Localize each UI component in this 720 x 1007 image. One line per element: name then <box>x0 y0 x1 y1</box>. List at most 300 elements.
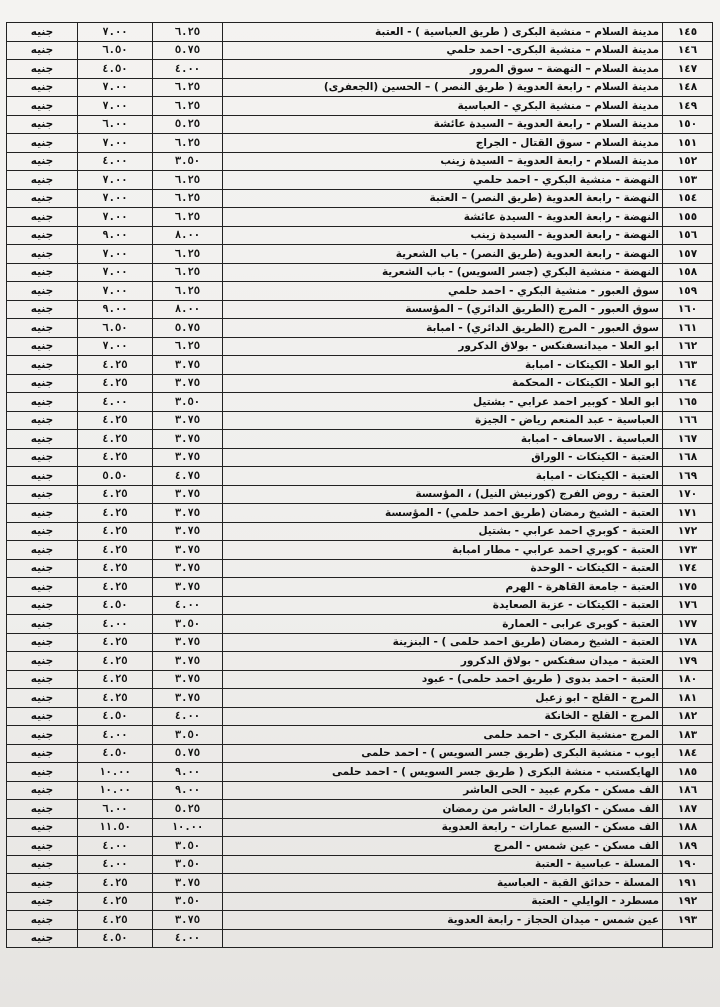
table-row <box>7 781 713 800</box>
fare-cell-2: ٤.٥٠ <box>78 60 153 79</box>
table-row <box>7 245 713 264</box>
fare-cell-1: ٣.٧٥ <box>153 541 223 560</box>
fare-cell-1: ٣.٧٥ <box>153 559 223 578</box>
route-number-cell: ١٧٥ <box>663 578 713 597</box>
currency-cell: جنيه <box>7 171 78 190</box>
fare-cell-1: ٦.٢٥ <box>153 189 223 208</box>
currency-cell: جنيه <box>7 226 78 245</box>
currency-cell: جنيه <box>7 541 78 560</box>
route-name-cell: النهضة - رابعة العدوية - السيدة زينب <box>223 226 663 245</box>
route-name-cell: العتبة - الكيتكات - عزبة الصعايدة <box>223 596 663 615</box>
fare-cell-1: ١٠.٠٠ <box>153 818 223 837</box>
table-row <box>7 615 713 634</box>
currency-cell: جنيه <box>7 689 78 708</box>
table-row <box>7 578 713 597</box>
route-number-cell: ١٦٠ <box>663 300 713 319</box>
currency-cell: جنيه <box>7 559 78 578</box>
fare-cell-1: ٦.٢٥ <box>153 263 223 282</box>
fare-cell-2: ٤.٢٥ <box>78 411 153 430</box>
fare-cell-1: ٨.٠٠ <box>153 300 223 319</box>
fare-cell-2: ٤.٠٠ <box>78 726 153 745</box>
table-row <box>7 430 713 449</box>
route-number-cell: ١٧٧ <box>663 615 713 634</box>
currency-cell: جنيه <box>7 707 78 726</box>
fare-cell-2: ٤.٢٥ <box>78 374 153 393</box>
fare-cell-2: ١٠.٠٠ <box>78 781 153 800</box>
currency-cell: جنيه <box>7 615 78 634</box>
currency-cell: جنيه <box>7 319 78 338</box>
table-row <box>7 115 713 134</box>
route-name-cell: العتبة - كوبرى عرابى - العمارة <box>223 615 663 634</box>
fare-cell-1: ٤.٧٥ <box>153 467 223 486</box>
fare-cell-1: ٩.٠٠ <box>153 781 223 800</box>
currency-cell: جنيه <box>7 763 78 782</box>
currency-cell: جنيه <box>7 337 78 356</box>
fare-cell-2: ٧.٠٠ <box>78 189 153 208</box>
fare-cell-1: ٤.٠٠ <box>153 596 223 615</box>
currency-cell: جنيه <box>7 800 78 819</box>
route-name-cell: ابو العلا - ميدانسفنكس - بولاق الدكرور <box>223 337 663 356</box>
table-row <box>7 356 713 375</box>
table-row <box>7 467 713 486</box>
route-name-cell: العتبة - احمد بدوى ( طريق احمد حلمى) - عبود <box>223 670 663 689</box>
currency-cell: جنيه <box>7 818 78 837</box>
currency-cell: جنيه <box>7 41 78 60</box>
table-row <box>7 319 713 338</box>
route-name-cell: العتبة - الشيخ رمضان (طريق احمد حلمى ) - البنزينة <box>223 633 663 652</box>
fare-cell-2: ٧.٠٠ <box>78 263 153 282</box>
table-row <box>7 60 713 79</box>
route-name-cell: الف مسكن - مكرم عبيد - الحى العاشر <box>223 781 663 800</box>
fare-cell-2: ٤.٠٠ <box>78 855 153 874</box>
fare-cell-1: ٣.٥٠ <box>153 892 223 911</box>
currency-cell: جنيه <box>7 522 78 541</box>
route-number-cell: ١٧٢ <box>663 522 713 541</box>
route-name-cell: مدينة السلام – منشية البكري - العباسية <box>223 97 663 116</box>
route-name-cell: مسطرد - الوايلي - العتبة <box>223 892 663 911</box>
fare-cell-2: ٧.٠٠ <box>78 245 153 264</box>
table-row <box>7 208 713 227</box>
currency-cell: جنيه <box>7 652 78 671</box>
fare-cell-1: ٦.٢٥ <box>153 245 223 264</box>
fare-cell-1: ٣.٥٠ <box>153 837 223 856</box>
fare-cell-1: ٣.٥٠ <box>153 393 223 412</box>
table-row <box>7 559 713 578</box>
route-name-cell: النهضة - رابعة العدوية (طريق النصر) - باب الشعرية <box>223 245 663 264</box>
currency-cell: جنيه <box>7 911 78 930</box>
fare-cell-2: ٤.٢٥ <box>78 670 153 689</box>
currency-cell: جنيه <box>7 263 78 282</box>
route-name-cell: النهضة - رابعة العدوية (طريق النصر) – العتبة <box>223 189 663 208</box>
route-name-cell: المرج -منشية البكرى - احمد حلمى <box>223 726 663 745</box>
fare-cell-2: ٦.٠٠ <box>78 115 153 134</box>
route-name-cell: ابو العلا - الكيتكات - امبابة <box>223 356 663 375</box>
table-row <box>7 929 713 948</box>
fare-cell-1: ٣.٧٥ <box>153 578 223 597</box>
fare-cell-2: ٤.٢٥ <box>78 522 153 541</box>
currency-cell: جنيه <box>7 744 78 763</box>
route-name-cell: مدينة السلام - رابعة العدوية ( طريق النصر ) – الحسين (الجعفرى) <box>223 78 663 97</box>
table-row <box>7 485 713 504</box>
fare-cell-1: ٣.٧٥ <box>153 689 223 708</box>
table-row <box>7 393 713 412</box>
fare-cell-1: ٣.٧٥ <box>153 633 223 652</box>
table-row <box>7 763 713 782</box>
route-name-cell: مدينة السلام - سوق القتال - الجراج <box>223 134 663 153</box>
route-number-cell: ١٦٣ <box>663 356 713 375</box>
table-row <box>7 411 713 430</box>
route-name-cell: العتبة - الشيخ رمضان (طريق احمد حلمي) - المؤسسة <box>223 504 663 523</box>
route-number-cell: ١٨٧ <box>663 800 713 819</box>
route-number-cell: ١٦٢ <box>663 337 713 356</box>
currency-cell: جنيه <box>7 448 78 467</box>
route-name-cell: المرج - القلج - ابو زعبل <box>223 689 663 708</box>
route-number-cell: ١٦٤ <box>663 374 713 393</box>
route-number-cell: ١٧٠ <box>663 485 713 504</box>
fare-cell-1: ٣.٧٥ <box>153 670 223 689</box>
table-row <box>7 911 713 930</box>
fare-cell-1: ٨.٠٠ <box>153 226 223 245</box>
table-row <box>7 41 713 60</box>
currency-cell: جنيه <box>7 596 78 615</box>
currency-cell: جنيه <box>7 374 78 393</box>
table-row <box>7 689 713 708</box>
currency-cell: جنيه <box>7 578 78 597</box>
fare-cell-2: ٤.٠٠ <box>78 393 153 412</box>
fare-cell-2: ٧.٠٠ <box>78 78 153 97</box>
route-name-cell: عين شمس - ميدان الحجاز - رابعة العدوية <box>223 911 663 930</box>
table-row <box>7 78 713 97</box>
currency-cell: جنيه <box>7 411 78 430</box>
route-number-cell: ١٥٧ <box>663 245 713 264</box>
fare-cell-2: ٦.٠٠ <box>78 800 153 819</box>
fare-cell-2: ٤.٢٥ <box>78 689 153 708</box>
route-number-cell: ١٤٨ <box>663 78 713 97</box>
fare-cell-2: ٤.٢٥ <box>78 448 153 467</box>
table-row <box>7 189 713 208</box>
fare-cell-1: ٣.٧٥ <box>153 356 223 375</box>
fare-cell-2: ٤.٢٥ <box>78 578 153 597</box>
fare-cell-1: ٤.٠٠ <box>153 60 223 79</box>
route-name-cell: المسلة - عباسية - العتبة <box>223 855 663 874</box>
fare-cell-2: ٤.٢٥ <box>78 559 153 578</box>
fare-cell-1: ٥.٧٥ <box>153 744 223 763</box>
fare-cell-2: ٤.٢٥ <box>78 652 153 671</box>
route-name-cell: ابو العلا - كوبير احمد عرابي - بشتيل <box>223 393 663 412</box>
fare-cell-2: ٤.٠٠ <box>78 837 153 856</box>
route-name-cell: سوق العبور - منشية البكري - احمد حلمي <box>223 282 663 301</box>
route-name-cell: الف مسكن - عين شمس - المرج <box>223 837 663 856</box>
table-row <box>7 726 713 745</box>
route-name-cell: العتبة - الكيتكات - الوراق <box>223 448 663 467</box>
fare-cell-2: ٧.٠٠ <box>78 208 153 227</box>
fare-cell-1: ٣.٧٥ <box>153 411 223 430</box>
fare-cell-1: ٣.٧٥ <box>153 430 223 449</box>
route-name-cell: مدينة السلام – النهضة – سوق المرور <box>223 60 663 79</box>
fare-cell-1: ٤.٠٠ <box>153 929 223 948</box>
table-row <box>7 633 713 652</box>
table-row <box>7 670 713 689</box>
fare-cell-1: ٣.٥٠ <box>153 152 223 171</box>
currency-cell: جنيه <box>7 430 78 449</box>
currency-cell: جنيه <box>7 115 78 134</box>
route-number-cell: ١٨٣ <box>663 726 713 745</box>
currency-cell: جنيه <box>7 633 78 652</box>
fare-cell-1: ٥.٢٥ <box>153 115 223 134</box>
fare-cell-1: ٣.٧٥ <box>153 652 223 671</box>
currency-cell: جنيه <box>7 60 78 79</box>
fare-cell-2: ٤.٠٠ <box>78 152 153 171</box>
fare-cell-1: ٣.٥٠ <box>153 855 223 874</box>
fare-cell-1: ٦.٢٥ <box>153 337 223 356</box>
fare-cell-2: ٩.٠٠ <box>78 226 153 245</box>
fare-cell-2: ٤.٥٠ <box>78 596 153 615</box>
currency-cell: جنيه <box>7 208 78 227</box>
fare-cell-1: ٦.٢٥ <box>153 282 223 301</box>
route-number-cell: ١٧٣ <box>663 541 713 560</box>
route-number-cell: ١٧٨ <box>663 633 713 652</box>
route-number-cell: ١٧٩ <box>663 652 713 671</box>
fare-cell-1: ٣.٧٥ <box>153 911 223 930</box>
table-row <box>7 134 713 153</box>
route-name-cell: المسلة - حدائق القبة - العباسية <box>223 874 663 893</box>
currency-cell: جنيه <box>7 97 78 116</box>
fare-cell-2: ٤.٢٥ <box>78 541 153 560</box>
route-name-cell: العتبة - الكيتكات - الوحدة <box>223 559 663 578</box>
fare-table-body <box>7 23 713 948</box>
route-number-cell: ١٨٩ <box>663 837 713 856</box>
currency-cell: جنيه <box>7 189 78 208</box>
route-number-cell: ١٥١ <box>663 134 713 153</box>
route-number-cell: ١٥٦ <box>663 226 713 245</box>
table-row <box>7 282 713 301</box>
route-number-cell: ١٦١ <box>663 319 713 338</box>
fare-cell-2: ٧.٠٠ <box>78 23 153 42</box>
fare-cell-1: ٦.٢٥ <box>153 134 223 153</box>
route-number-cell: ١٧١ <box>663 504 713 523</box>
table-row <box>7 504 713 523</box>
route-number-cell: ١٥٢ <box>663 152 713 171</box>
fare-cell-2: ٤.٢٥ <box>78 633 153 652</box>
route-number-cell: ١٤٥ <box>663 23 713 42</box>
route-number-cell: ١٨٠ <box>663 670 713 689</box>
table-row <box>7 837 713 856</box>
fare-cell-2: ٧.٠٠ <box>78 134 153 153</box>
fare-cell-1: ٣.٧٥ <box>153 485 223 504</box>
route-name-cell: العتبة - روض الفرج (كورنيش النيل) ، المؤسسة <box>223 485 663 504</box>
fare-table <box>6 22 713 948</box>
table-row <box>7 23 713 42</box>
route-number-cell: ١٨٥ <box>663 763 713 782</box>
fare-cell-2: ٥.٥٠ <box>78 467 153 486</box>
route-name-cell: مدينة السلام - رابعة العدوية – السيدة عائشة <box>223 115 663 134</box>
route-name-cell: النهضة - منشية البكري - احمد حلمي <box>223 171 663 190</box>
route-name-cell: العتبة - الكيتكات - امبابة <box>223 467 663 486</box>
currency-cell: جنيه <box>7 134 78 153</box>
route-number-cell: ١٩٠ <box>663 855 713 874</box>
table-row <box>7 300 713 319</box>
route-number-cell <box>663 929 713 948</box>
table-row <box>7 855 713 874</box>
fare-cell-1: ٣.٧٥ <box>153 504 223 523</box>
route-name-cell: العتبة - كوبري احمد عرابي - مطار امبابة <box>223 541 663 560</box>
route-name-cell <box>223 929 663 948</box>
table-row <box>7 874 713 893</box>
fare-cell-2: ٤.٥٠ <box>78 707 153 726</box>
fare-cell-2: ٧.٠٠ <box>78 97 153 116</box>
fare-cell-1: ٣.٧٥ <box>153 522 223 541</box>
route-name-cell: ابو العلا - الكيتكات - المحكمة <box>223 374 663 393</box>
route-name-cell: الف مسكن - السبع عمارات - رابعة العدوية <box>223 818 663 837</box>
currency-cell: جنيه <box>7 670 78 689</box>
currency-cell: جنيه <box>7 152 78 171</box>
currency-cell: جنيه <box>7 356 78 375</box>
currency-cell: جنيه <box>7 726 78 745</box>
route-number-cell: ١٧٤ <box>663 559 713 578</box>
route-number-cell: ١٦٦ <box>663 411 713 430</box>
fare-cell-1: ٣.٧٥ <box>153 448 223 467</box>
currency-cell: جنيه <box>7 393 78 412</box>
route-name-cell: الف مسكن - اكوابارك - العاشر من رمضان <box>223 800 663 819</box>
route-name-cell: النهضة - منشية البكري (جسر السويس) - باب الشعرية <box>223 263 663 282</box>
route-number-cell: ١٤٧ <box>663 60 713 79</box>
route-name-cell: سوق العبور - المرج (الطريق الدائري) – المؤسسة <box>223 300 663 319</box>
fare-cell-2: ٤.٢٥ <box>78 504 153 523</box>
route-name-cell: مدينة السلام - رابعة العدوية – السيدة زينب <box>223 152 663 171</box>
currency-cell: جنيه <box>7 892 78 911</box>
fare-cell-1: ٦.٢٥ <box>153 78 223 97</box>
table-row <box>7 263 713 282</box>
currency-cell: جنيه <box>7 467 78 486</box>
route-number-cell: ١٨٤ <box>663 744 713 763</box>
fare-cell-1: ٥.٧٥ <box>153 319 223 338</box>
route-number-cell: ١٦٥ <box>663 393 713 412</box>
fare-cell-1: ٣.٥٠ <box>153 615 223 634</box>
route-name-cell: العباسية . الاسعاف - امبابة <box>223 430 663 449</box>
fare-cell-1: ٣.٧٥ <box>153 374 223 393</box>
currency-cell: جنيه <box>7 300 78 319</box>
table-row <box>7 818 713 837</box>
route-name-cell: النهضة - رابعة العدوية - السيدة عائشة <box>223 208 663 227</box>
table-row <box>7 892 713 911</box>
table-row <box>7 707 713 726</box>
route-number-cell: ١٨٦ <box>663 781 713 800</box>
fare-cell-2: ٧.٠٠ <box>78 282 153 301</box>
table-row <box>7 596 713 615</box>
fare-cell-1: ٥.٢٥ <box>153 800 223 819</box>
table-row <box>7 744 713 763</box>
route-name-cell: العباسية - عبد المنعم رياض - الجيزة <box>223 411 663 430</box>
fare-cell-1: ٦.٢٥ <box>153 171 223 190</box>
table-row <box>7 522 713 541</box>
route-number-cell: ١٩١ <box>663 874 713 893</box>
currency-cell: جنيه <box>7 282 78 301</box>
table-row <box>7 337 713 356</box>
route-number-cell: ١٨٨ <box>663 818 713 837</box>
currency-cell: جنيه <box>7 837 78 856</box>
fare-cell-2: ٤.٢٥ <box>78 356 153 375</box>
fare-cell-2: ٧.٠٠ <box>78 171 153 190</box>
route-number-cell: ١٩٣ <box>663 911 713 930</box>
table-row <box>7 800 713 819</box>
currency-cell: جنيه <box>7 485 78 504</box>
fare-cell-1: ٤.٠٠ <box>153 707 223 726</box>
fare-cell-2: ٤.٢٥ <box>78 892 153 911</box>
route-number-cell: ١٧٦ <box>663 596 713 615</box>
route-number-cell: ١٥٥ <box>663 208 713 227</box>
route-name-cell: مدينة السلام – منشية البكرى- احمد حلمي <box>223 41 663 60</box>
fare-cell-2: ٤.٢٥ <box>78 485 153 504</box>
fare-cell-1: ٦.٢٥ <box>153 97 223 116</box>
route-number-cell: ١٥٩ <box>663 282 713 301</box>
route-number-cell: ١٥٣ <box>663 171 713 190</box>
route-number-cell: ١٥٨ <box>663 263 713 282</box>
table-row <box>7 652 713 671</box>
table-row <box>7 541 713 560</box>
fare-cell-2: ٤.٢٥ <box>78 430 153 449</box>
fare-cell-2: ٤.٥٠ <box>78 929 153 948</box>
fare-cell-1: ٣.٥٠ <box>153 726 223 745</box>
route-name-cell: مدينة السلام – منشية البكرى ( طريق العباسية ) - العتبة <box>223 23 663 42</box>
fare-cell-1: ٣.٧٥ <box>153 874 223 893</box>
route-name-cell: الهايكستب - منشة البكرى ( طريق جسر السويس ) - احمد حلمى <box>223 763 663 782</box>
route-name-cell: العتبة - جامعة القاهرة - الهرم <box>223 578 663 597</box>
table-row <box>7 97 713 116</box>
fare-cell-1: ٩.٠٠ <box>153 763 223 782</box>
route-number-cell: ١٦٩ <box>663 467 713 486</box>
route-name-cell: العتبة - ميدان سفنكس - بولاق الدكرور <box>223 652 663 671</box>
table-row <box>7 171 713 190</box>
route-name-cell: المرج - القلج - الخانكة <box>223 707 663 726</box>
fare-cell-2: ٤.٢٥ <box>78 874 153 893</box>
route-number-cell: ١٦٧ <box>663 430 713 449</box>
route-name-cell: ايوب - منشية البكرى (طريق جسر السويس ) - احمد حلمى <box>223 744 663 763</box>
fare-cell-2: ١٠.٠٠ <box>78 763 153 782</box>
route-number-cell: ١٦٨ <box>663 448 713 467</box>
route-number-cell: ١٤٩ <box>663 97 713 116</box>
fare-cell-2: ٦.٥٠ <box>78 41 153 60</box>
fare-cell-2: ١١.٥٠ <box>78 818 153 837</box>
fare-cell-1: ٦.٢٥ <box>153 208 223 227</box>
currency-cell: جنيه <box>7 504 78 523</box>
currency-cell: جنيه <box>7 23 78 42</box>
fare-cell-2: ٩.٠٠ <box>78 300 153 319</box>
route-number-cell: ١٨٢ <box>663 707 713 726</box>
route-number-cell: ١٥٠ <box>663 115 713 134</box>
currency-cell: جنيه <box>7 78 78 97</box>
table-row <box>7 226 713 245</box>
route-number-cell: ١٩٢ <box>663 892 713 911</box>
fare-cell-2: ٤.٢٥ <box>78 911 153 930</box>
currency-cell: جنيه <box>7 781 78 800</box>
currency-cell: جنيه <box>7 874 78 893</box>
currency-cell: جنيه <box>7 929 78 948</box>
route-name-cell: العتبة - كوبري احمد عرابي - بشتيل <box>223 522 663 541</box>
fare-cell-1: ٦.٢٥ <box>153 23 223 42</box>
route-name-cell: سوق العبور - المرج (الطريق الدائري) - امبابة <box>223 319 663 338</box>
currency-cell: جنيه <box>7 245 78 264</box>
route-number-cell: ١٨١ <box>663 689 713 708</box>
table-row <box>7 448 713 467</box>
fare-cell-1: ٥.٧٥ <box>153 41 223 60</box>
route-number-cell: ١٤٦ <box>663 41 713 60</box>
route-number-cell: ١٥٤ <box>663 189 713 208</box>
fare-cell-2: ٦.٥٠ <box>78 319 153 338</box>
table-row <box>7 152 713 171</box>
currency-cell: جنيه <box>7 855 78 874</box>
fare-cell-2: ٤.٠٠ <box>78 615 153 634</box>
fare-cell-2: ٤.٥٠ <box>78 744 153 763</box>
